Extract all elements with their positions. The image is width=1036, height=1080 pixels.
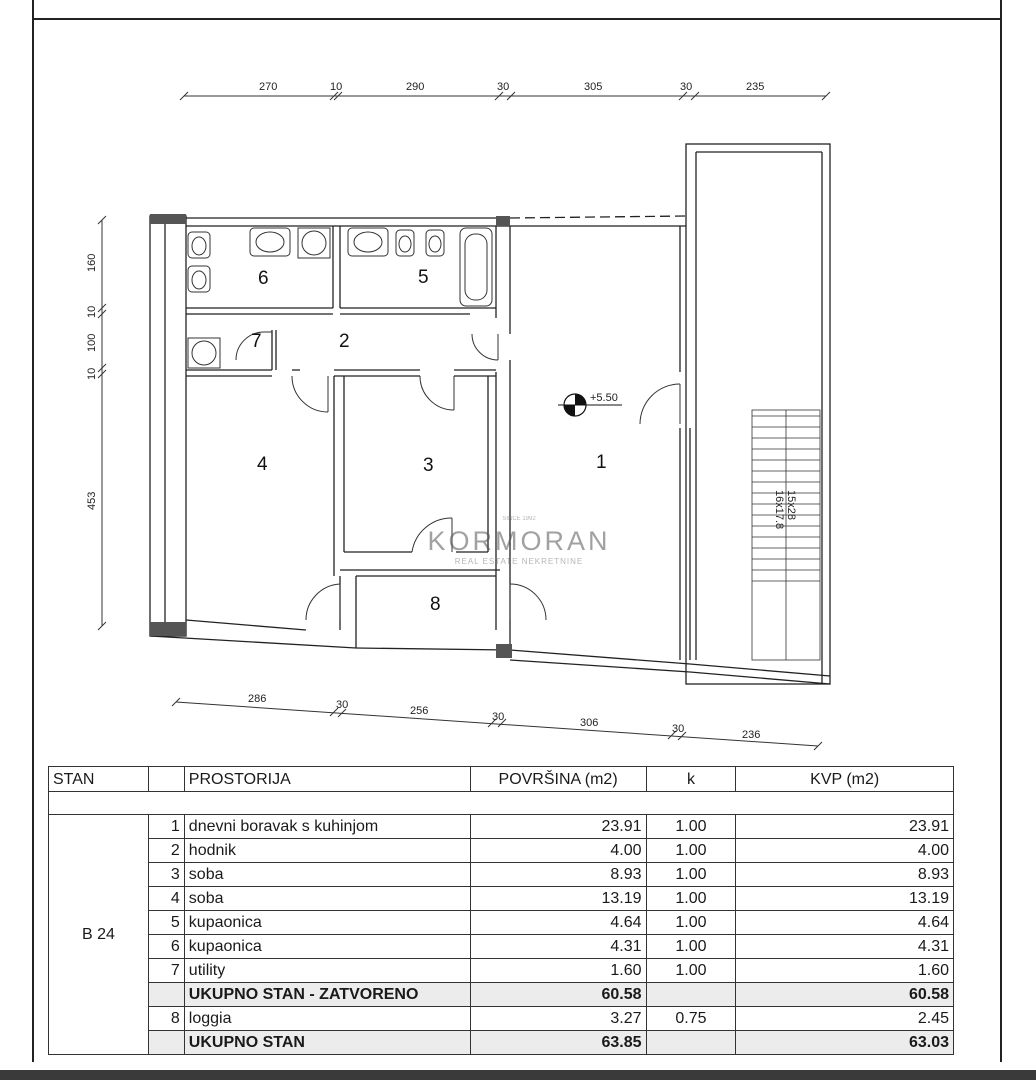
dim-bottom-1: 30	[336, 699, 349, 711]
dim-top-6: 235	[746, 81, 765, 93]
row-k: 1.00	[646, 839, 736, 863]
row-kvp: 1.60	[736, 959, 954, 983]
row-k: 1.00	[646, 959, 736, 983]
row-no: 1	[148, 815, 184, 839]
loggia-row	[49, 1007, 954, 1031]
dim-top-3: 30	[497, 81, 510, 93]
row-area: 4.64	[470, 911, 646, 935]
room-number-4: 4	[257, 454, 268, 475]
apartment-id: B 24	[49, 815, 149, 1055]
room-number-6: 6	[258, 268, 269, 289]
row-name: dnevni boravak s kuhinjom	[184, 815, 470, 839]
left-dimension-chain	[98, 216, 106, 630]
row-k: 1.00	[646, 863, 736, 887]
row-no: 3	[148, 863, 184, 887]
watermark	[427, 516, 610, 566]
row-kvp: 4.00	[736, 839, 954, 863]
room-number-3: 3	[423, 455, 434, 476]
table-row	[49, 839, 954, 863]
row-kvp: 2.45	[736, 1007, 954, 1031]
dim-top-4: 305	[584, 81, 603, 93]
staircase	[752, 410, 820, 660]
dim-bottom-5: 30	[672, 723, 685, 735]
row-kvp: 4.31	[736, 935, 954, 959]
row-kvp: 4.64	[736, 911, 954, 935]
level-value: +5.50	[590, 392, 618, 404]
row-kvp: 13.19	[736, 887, 954, 911]
stairs-label-2: 16x17.8	[773, 490, 785, 530]
stairs-label-1: 15x28	[785, 490, 797, 520]
dim-left-1: 10	[86, 305, 98, 318]
row-k: 1.00	[646, 911, 736, 935]
row-name: utility	[184, 959, 470, 983]
door-swings	[236, 332, 680, 620]
dim-top-0: 270	[259, 81, 278, 93]
watermark-brand: KORMORAN	[427, 526, 611, 556]
dim-top-2: 290	[406, 81, 425, 93]
dim-top-1: 10	[330, 81, 343, 93]
top-dimension-chain	[180, 92, 830, 100]
row-name: hodnik	[184, 839, 470, 863]
total-area: 63.85	[470, 1031, 646, 1055]
row-name: kupaonica	[184, 911, 470, 935]
table-row	[49, 911, 954, 935]
dim-bottom-3: 30	[492, 711, 505, 723]
table-row	[49, 935, 954, 959]
header-blank	[148, 767, 184, 792]
row-k: 1.00	[646, 815, 736, 839]
row-area: 3.27	[470, 1007, 646, 1031]
row-area: 13.19	[470, 887, 646, 911]
subtotal-kvp: 60.58	[736, 983, 954, 1007]
header-stan: STAN	[49, 767, 149, 792]
walls	[150, 144, 830, 684]
row-no: 4	[148, 887, 184, 911]
total-label: UKUPNO STAN	[184, 1031, 470, 1055]
row-kvp: 23.91	[736, 815, 954, 839]
total-kvp: 63.03	[736, 1031, 954, 1055]
table-row	[49, 887, 954, 911]
header-k: k	[646, 767, 736, 792]
row-kvp: 8.93	[736, 863, 954, 887]
header-prostorija: PROSTORIJA	[184, 767, 470, 792]
dim-top-5: 30	[680, 81, 693, 93]
room-area-table	[48, 766, 954, 1055]
row-no: 8	[148, 1007, 184, 1031]
watermark-sub: REAL ESTATE NEKRETNINE	[454, 557, 584, 566]
watermark-since: SINCE 1992	[502, 516, 536, 522]
dim-left-2: 10	[86, 367, 98, 380]
header-kvp: KVP (m2)	[736, 767, 954, 792]
row-no: 5	[148, 911, 184, 935]
row-area: 8.93	[470, 863, 646, 887]
row-k: 0.75	[646, 1007, 736, 1031]
row-name: loggia	[184, 1007, 470, 1031]
table-row	[49, 815, 954, 839]
total-row	[49, 1031, 954, 1055]
dim-bottom-2: 256	[410, 705, 429, 717]
subtotal-label: UKUPNO STAN - ZATVORENO	[184, 983, 470, 1007]
row-area: 4.31	[470, 935, 646, 959]
row-no: 2	[148, 839, 184, 863]
row-name: soba	[184, 863, 470, 887]
row-name: soba	[184, 887, 470, 911]
dim-bottom-4: 306	[580, 717, 599, 729]
row-no: 6	[148, 935, 184, 959]
subtotal-area: 60.58	[470, 983, 646, 1007]
row-area: 1.60	[470, 959, 646, 983]
structural-columns	[150, 214, 512, 658]
room-number-2: 2	[339, 331, 350, 352]
table-header-row	[49, 767, 954, 792]
bottom-dimension-chain	[172, 698, 822, 750]
dim-left-0: 160	[86, 253, 98, 272]
room-number-5: 5	[418, 267, 429, 288]
row-k: 1.00	[646, 935, 736, 959]
row-area: 4.00	[470, 839, 646, 863]
table-row	[49, 863, 954, 887]
room-number-8: 8	[430, 594, 441, 615]
subtotal-row	[49, 983, 954, 1007]
dim-bottom-0: 286	[248, 693, 267, 705]
table-spacer-row	[49, 792, 954, 815]
row-k: 1.00	[646, 887, 736, 911]
row-no: 7	[148, 959, 184, 983]
room-number-7: 7	[251, 331, 262, 352]
table-row	[49, 959, 954, 983]
bottom-edge-bar	[0, 1070, 1036, 1080]
dim-left-3: 100	[86, 333, 98, 352]
room-number-1: 1	[596, 452, 607, 473]
dim-bottom-6: 236	[742, 729, 761, 741]
header-povrsina: POVRŠINA (m2)	[470, 767, 646, 792]
row-area: 23.91	[470, 815, 646, 839]
dim-left-5: 453	[86, 491, 98, 510]
row-name: kupaonica	[184, 935, 470, 959]
